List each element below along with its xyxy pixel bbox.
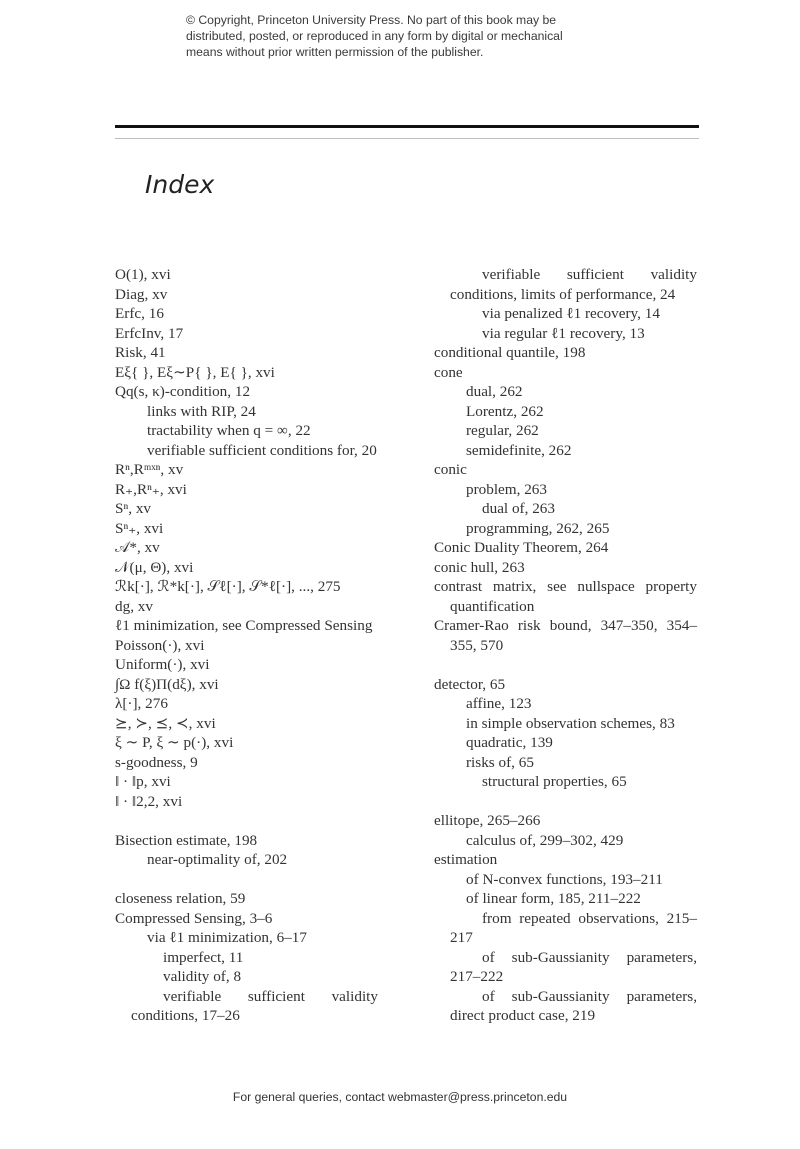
index-subentry: verifiable sufficient validity conditions, limits of performance, 24 <box>450 266 697 303</box>
index-subentry: programming, 262, 265 <box>466 519 610 537</box>
page-title: Index <box>145 170 215 199</box>
index-entry: Rⁿ,Rᵐˣⁿ, xv <box>115 461 184 478</box>
copyright-line: means without prior written permission of the publisher. <box>186 45 484 59</box>
index-subentry: via penalized ℓ1 recovery, 14 <box>482 305 660 322</box>
index-entry: ‖ · ‖2,2, xvi <box>115 792 183 810</box>
header-rule-thick <box>115 125 699 128</box>
index-subentry: from repeated observations, 215–217 <box>450 909 697 946</box>
index-entry: ⪰, ≻, ⪯, ≺, xvi <box>115 714 216 732</box>
index-entry: cone <box>434 363 463 381</box>
index-subentry: calculus of, 299–302, 429 <box>466 831 624 849</box>
index-subentry: validity of, 8 <box>163 968 242 985</box>
index-entry: conic <box>434 461 467 478</box>
index-entry: closeness relation, 59 <box>115 890 246 907</box>
index-entry: ℓ1 minimization, see Compressed Sensing <box>115 617 373 634</box>
index-entry: Risk, 41 <box>115 344 166 361</box>
index-subentry: problem, 263 <box>466 480 547 498</box>
index-entry: Sⁿ, xv <box>115 500 152 517</box>
index-entry: R₊,Rⁿ₊, xvi <box>115 480 187 498</box>
index-entry: ℛk[·], ℛ*k[·], 𝒮ℓ[·], 𝒮*ℓ[·], ..., 275 <box>115 578 341 595</box>
index-subentry: links with RIP, 24 <box>147 402 256 420</box>
index-entry: s-goodness, 9 <box>115 753 198 771</box>
index-entry: Conic Duality Theorem, 264 <box>434 539 609 556</box>
index-subentry: of sub-Gaussianity parameters, 217–222 <box>450 948 697 985</box>
index-subentry: dual of, 263 <box>482 500 555 517</box>
index-entry: ξ ∼ P, ξ ∼ p(·), xvi <box>115 734 234 751</box>
index-entry: estimation <box>434 851 498 868</box>
index-subentry: semidefinite, 262 <box>466 441 572 459</box>
copyright-notice <box>186 12 626 60</box>
copyright-line: © Copyright, Princeton University Press. No part of this book may be <box>186 13 557 27</box>
index-entry: ellitope, 265–266 <box>434 812 541 829</box>
index-entry: λ[·], 276 <box>115 695 168 712</box>
index-column-left <box>115 265 378 1026</box>
index-entry: 𝒜*, xv <box>115 539 160 556</box>
header-rule-thin <box>115 138 699 139</box>
index-subentry: Lorentz, 262 <box>466 402 544 420</box>
index-entry: dg, xv <box>115 597 153 615</box>
index-subentry: affine, 123 <box>466 695 532 712</box>
index-entry: 𝒩(μ, Θ), xvi <box>115 558 194 576</box>
index-column-right <box>434 265 697 1026</box>
index-subentry: of N-convex functions, 193–211 <box>466 870 663 888</box>
index-subentry: quadratic, 139 <box>466 734 553 751</box>
index-entry: Qq(s, κ)-condition, 12 <box>115 383 251 400</box>
index-entry: conic hull, 263 <box>434 558 525 576</box>
index-entry: conditional quantile, 198 <box>434 344 586 361</box>
index-subentry: risks of, 65 <box>466 753 534 771</box>
index-subentry: structural properties, 65 <box>482 773 627 790</box>
index-subentry: of linear form, 185, 211–222 <box>466 890 641 907</box>
copyright-line: distributed, posted, or reproduced in any form by digital or mechanical <box>186 29 563 43</box>
index-entry: ∫Ω f(ξ)Π(dξ), xvi <box>115 675 219 693</box>
index-subentry: verifiable sufficient validity conditions, 17–26 <box>131 987 378 1024</box>
index-subentry: of sub-Gaussianity parameters, direct product case, 219 <box>450 987 697 1024</box>
section-gap <box>434 655 697 675</box>
index-subentry: regular, 262 <box>466 422 539 439</box>
index-entry: ‖ · ‖p, xvi <box>115 773 171 790</box>
index-subentry: dual, 262 <box>466 383 523 400</box>
index-entry: Sⁿ₊, xvi <box>115 519 164 537</box>
index-entry: Uniform(·), xvi <box>115 656 210 673</box>
index-entry: detector, 65 <box>434 675 506 693</box>
index-entry: Bisection estimate, 198 <box>115 831 258 849</box>
index-subentry: near-optimality of, 202 <box>147 851 288 868</box>
section-gap <box>115 870 378 890</box>
index-entry: Compressed Sensing, 3–6 <box>115 909 273 927</box>
index-subentry: verifiable sufficient conditions for, 20 <box>147 441 377 459</box>
index-entry: O(1), xvi <box>115 266 171 283</box>
index-entry: Cramer-Rao risk bound, 347–350, 354–355, 570 <box>434 617 697 654</box>
index-subentry: imperfect, 11 <box>163 948 244 966</box>
section-gap <box>434 792 697 812</box>
footer-contact: For general queries, contact webmaster@press.princeton.edu <box>232 1090 568 1104</box>
index-subentry: tractability when q = ∞, 22 <box>147 422 311 439</box>
section-gap <box>115 811 378 831</box>
index-subentry: in simple observation schemes, 83 <box>466 714 675 732</box>
index-entry: Erfc, 16 <box>115 305 164 322</box>
index-entry: Poisson(·), xvi <box>115 636 205 654</box>
index-entry: contrast matrix, see nullspace property quantification <box>434 578 697 615</box>
index-entry: Eξ{ }, Eξ∼P{ }, E{ }, xvi <box>115 363 275 381</box>
index-entry: ErfcInv, 17 <box>115 324 184 342</box>
index-entry: Diag, xv <box>115 285 168 303</box>
index-subentry: via ℓ1 minimization, 6–17 <box>147 929 307 946</box>
index-subentry: via regular ℓ1 recovery, 13 <box>482 324 645 342</box>
